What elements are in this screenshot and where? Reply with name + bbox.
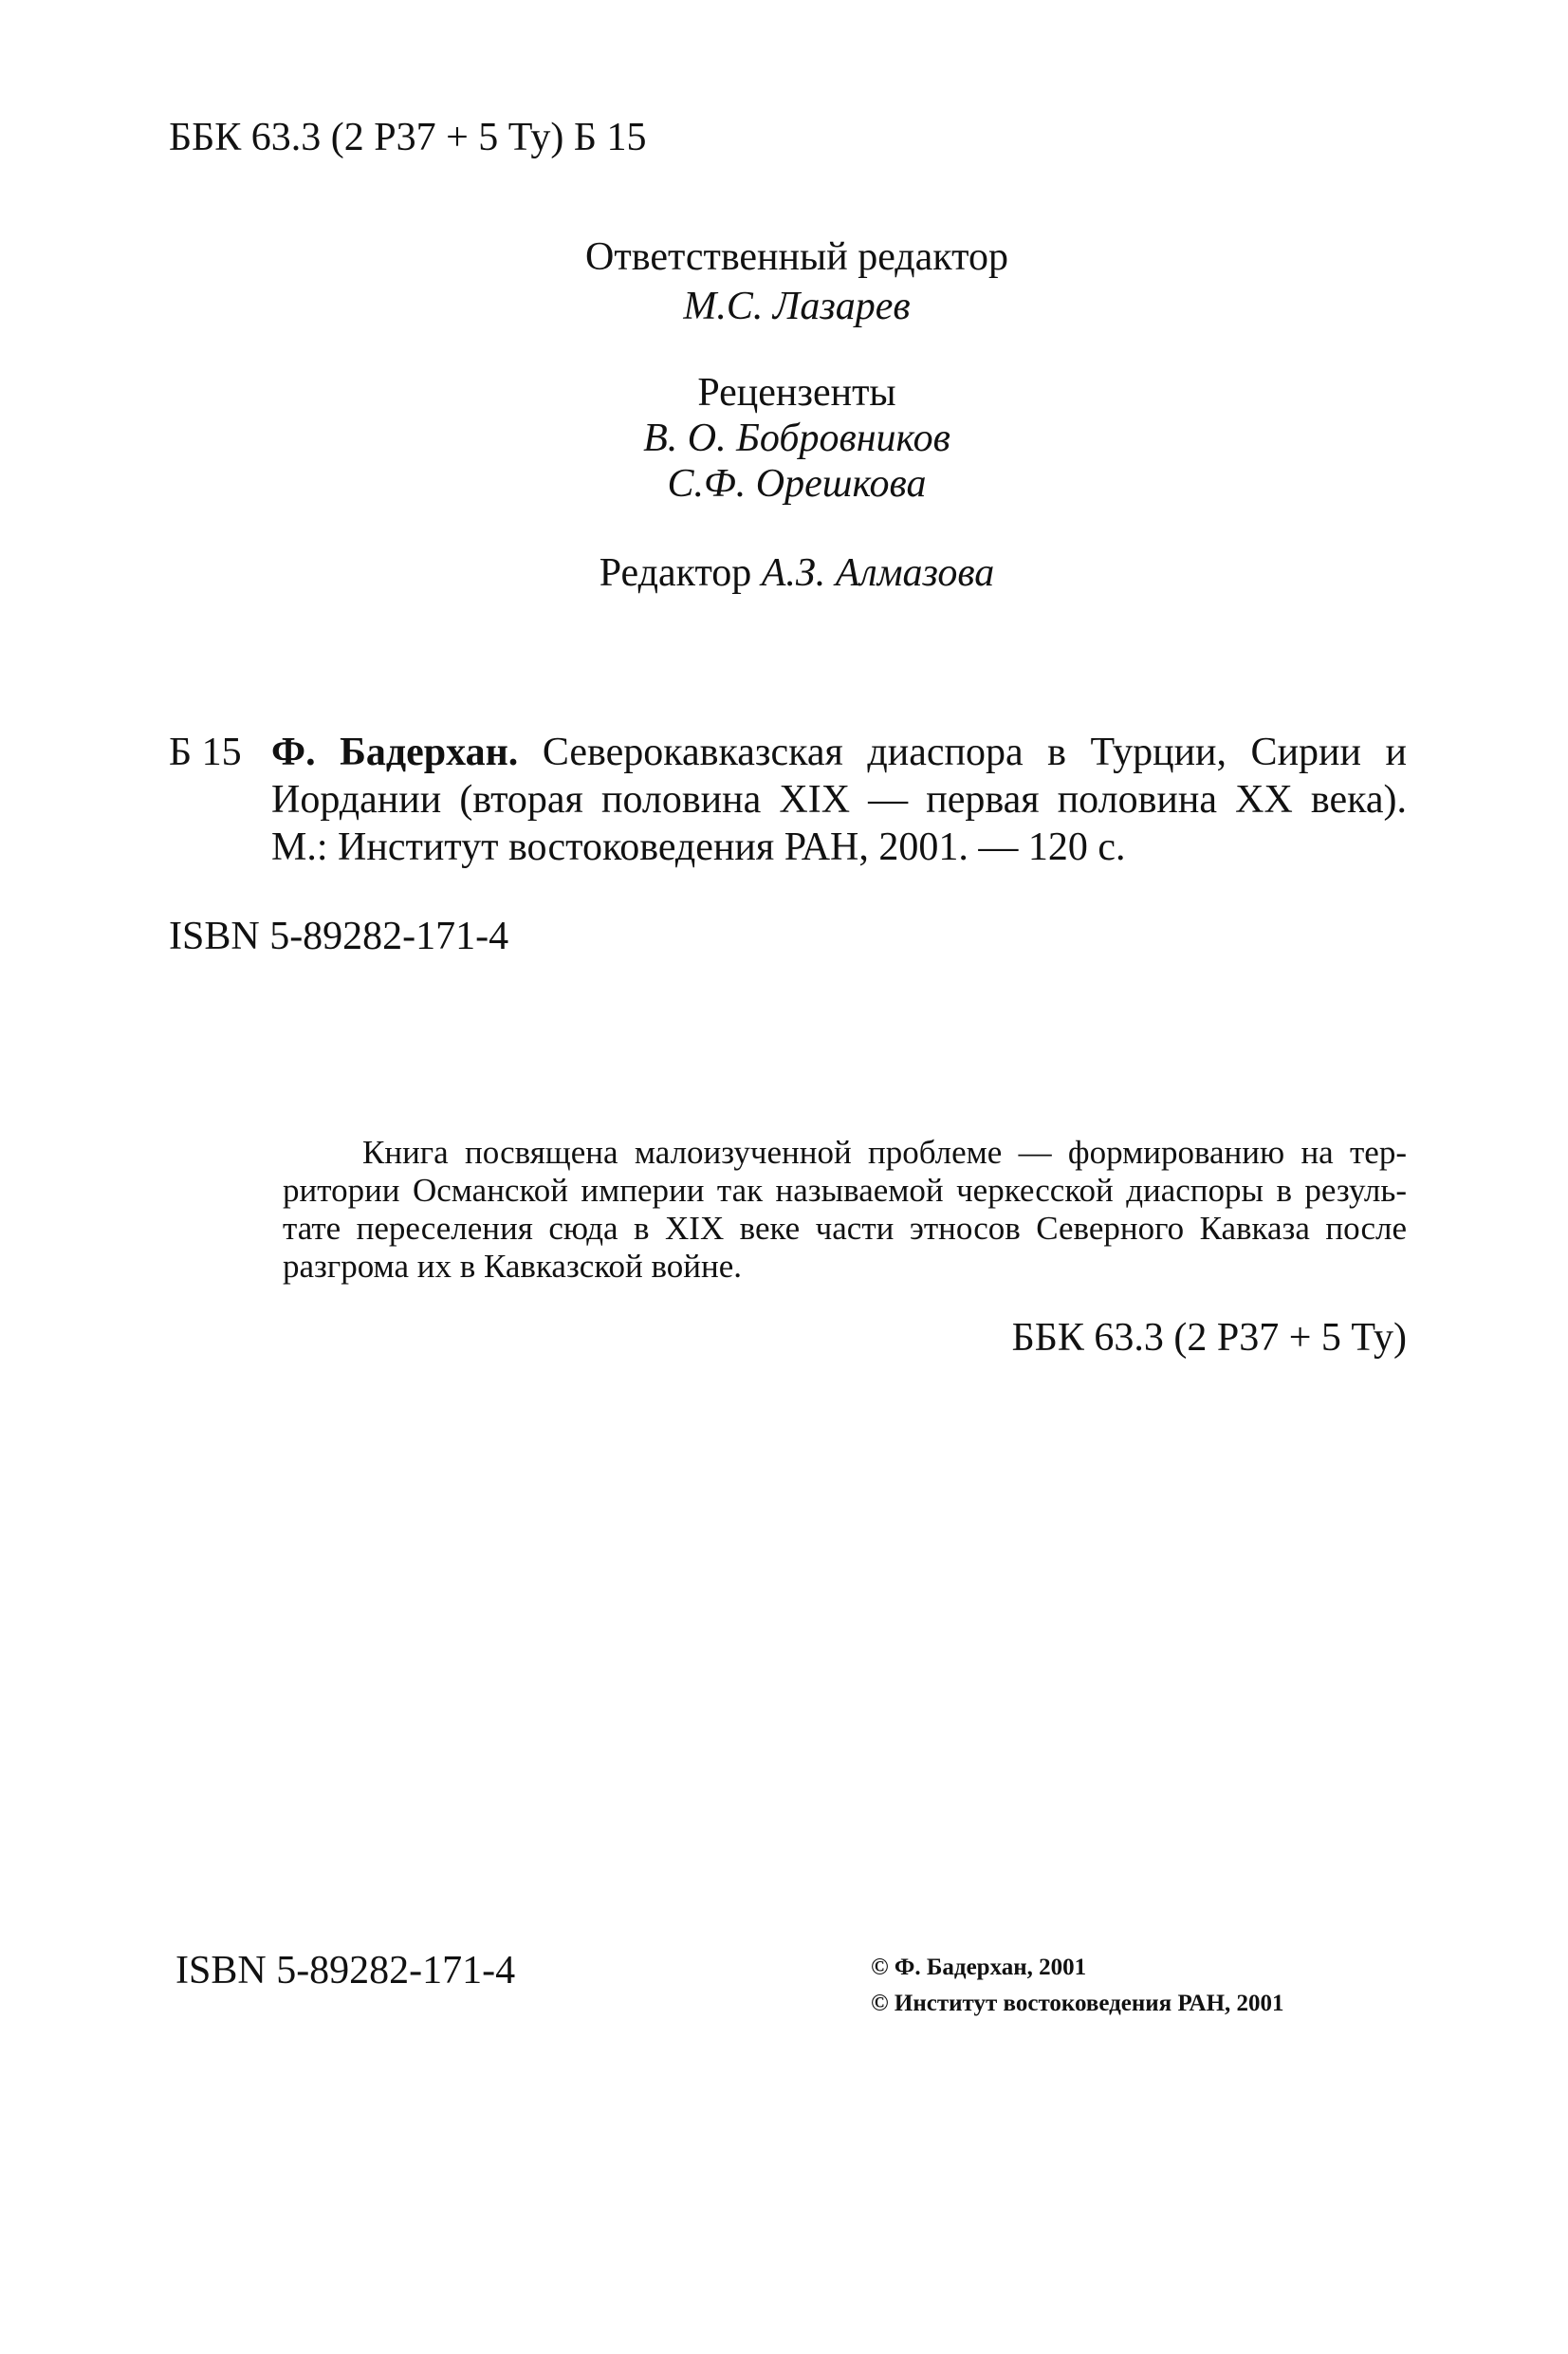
catalog-line-2: Иордании (вторая половина XIX — первая половина XX века). <box>271 778 1407 822</box>
annotation-line: тате переселения сюда в XIX веке части этносов Северного Кавказа после <box>283 1210 1407 1247</box>
copyright-institute: © Институт востоковедения РАН, 2001 <box>871 1991 1284 2016</box>
catalog-author: Ф. Бадерхан. <box>271 731 519 774</box>
catalog-line-3: М.: Институт востоковедения РАН, 2001. — 120 с. <box>271 825 1126 869</box>
catalog-title-start: Северокавказская диаспора в Турции, Сирии и <box>542 731 1408 774</box>
bbk-index-top: ББК 63.3 (2 Р37 + 5 Ту) Б 15 <box>169 116 647 159</box>
responsible-editor-label: Ответственный редактор <box>585 235 1008 279</box>
responsible-editor-name: М.С. Лазарев <box>683 285 911 328</box>
annotation <box>283 1134 1407 1286</box>
catalog-line-1 <box>271 729 1407 776</box>
editor-name: А.З. Алмазова <box>761 551 995 595</box>
responsible-editor-block <box>531 232 1062 331</box>
annotation-line: Книга посвящена малоизученной проблеме — формированию на тер- <box>362 1134 1407 1171</box>
annotation-line: ритории Османской империи так называемой черкесской диаспоры в резуль- <box>283 1172 1407 1209</box>
reviewer-name: С.Ф. Орешкова <box>667 462 927 506</box>
isbn-top: ISBN 5-89282-171-4 <box>169 915 509 958</box>
reviewers-block <box>531 370 1062 507</box>
isbn-bottom: ISBN 5-89282-171-4 <box>175 1949 516 1993</box>
editor-label: Редактор <box>599 551 752 595</box>
reviewer-name: В. О. Бобровников <box>643 417 950 460</box>
annotation-line: разгрома их в Кавказской войне. <box>283 1248 743 1285</box>
copyright-block <box>871 1950 1284 2022</box>
copyright-author: © Ф. Бадерхан, 2001 <box>871 1955 1087 1980</box>
bbk-index-bottom: ББК 63.3 (2 Р37 + 5 Ту) <box>1011 1316 1407 1360</box>
catalog-code: Б 15 <box>169 731 242 774</box>
catalog-entry <box>169 729 1407 871</box>
reviewers-label: Рецензенты <box>697 371 896 415</box>
editor-block <box>531 548 1062 598</box>
